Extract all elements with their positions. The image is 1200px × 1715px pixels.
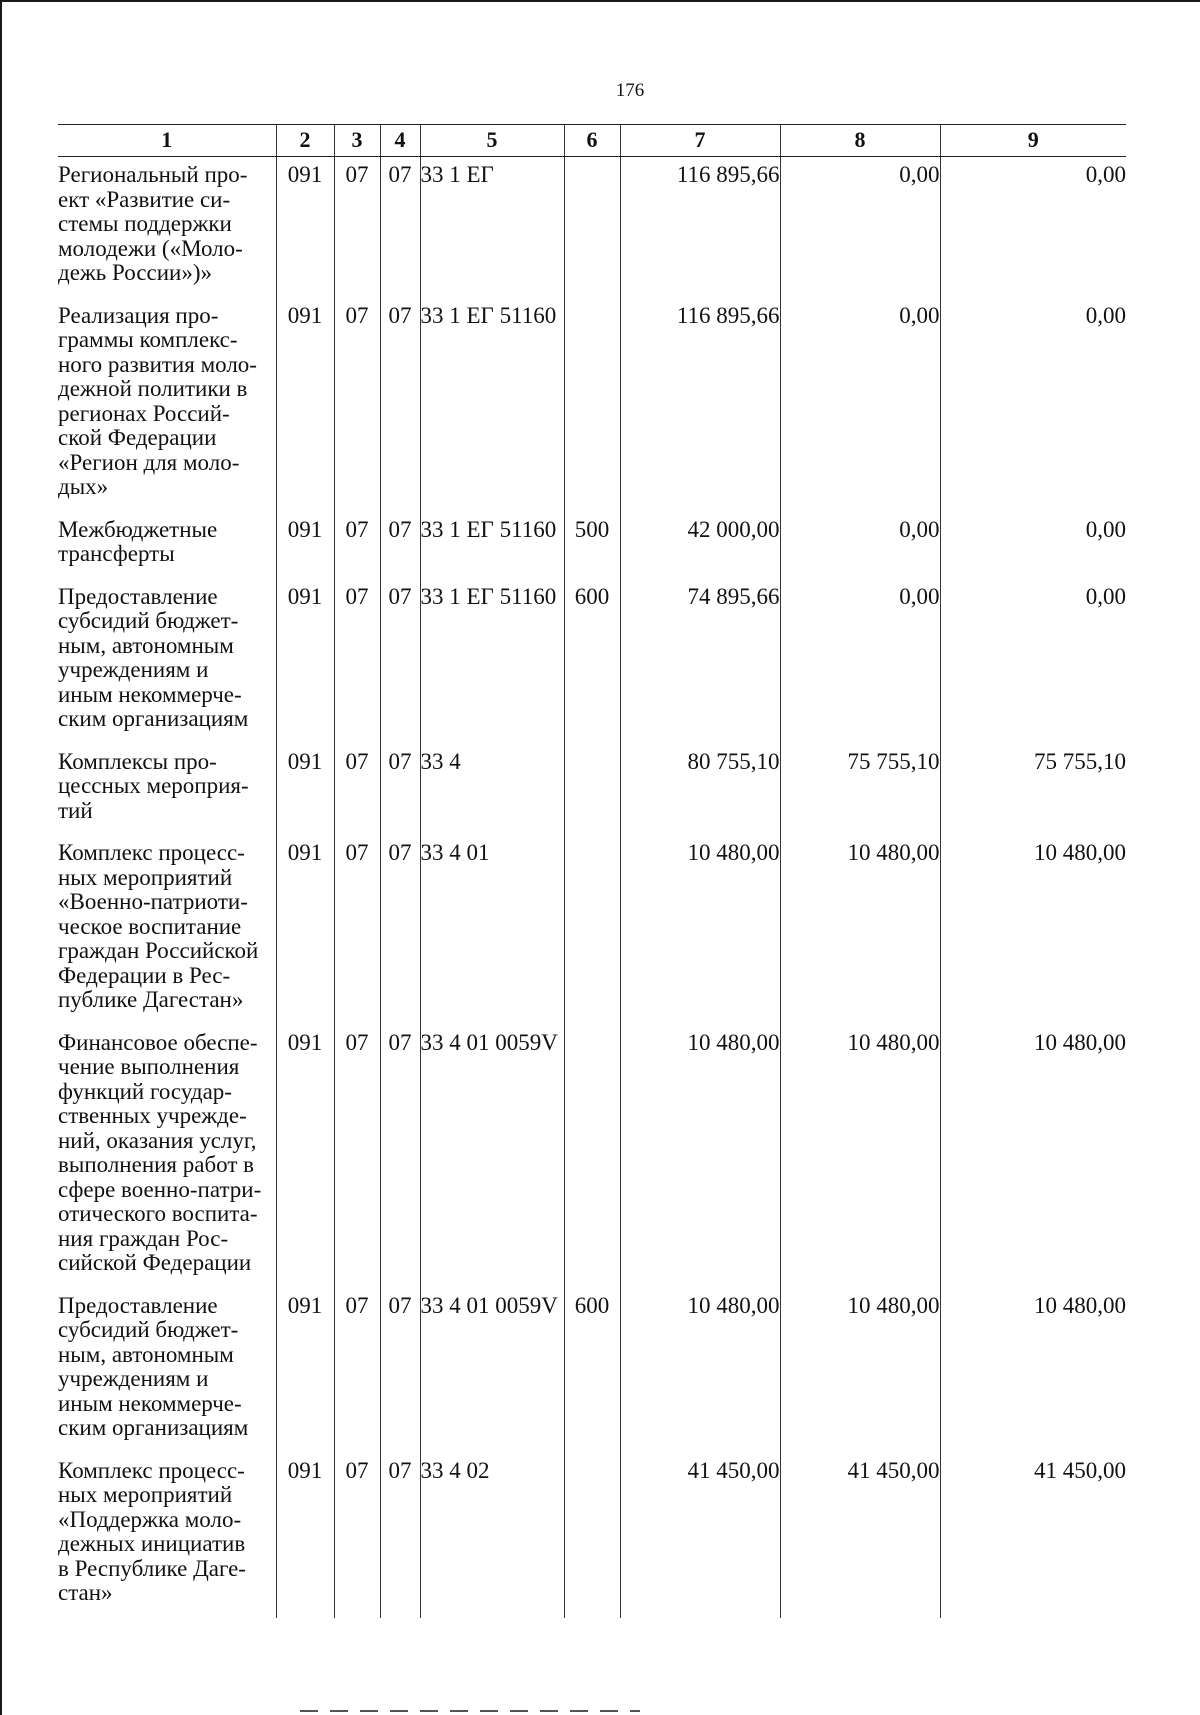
cell-ministry-code: 091 [276,835,334,1025]
item-name-text: Предоставление субсидий бюджет- ным, автономным учреждениям и иным некоммерче- ским организациям [58,583,249,731]
cell-amount-year-2: 75 755,10 [780,744,940,836]
table-body [58,157,1126,1618]
column-header: 5 [420,125,564,157]
cell-amount-year-2: 0,00 [780,157,940,298]
table-row [58,298,1126,512]
cell-subsection: 07 [380,835,420,1025]
cell-expense-type [564,157,620,298]
cell-amount-year-2: 0,00 [780,579,940,744]
cell-ministry-code: 091 [276,1453,334,1618]
cell-expense-type [564,1453,620,1618]
cell-amount-year-3: 0,00 [940,298,1126,512]
cell-section: 07 [334,1025,380,1288]
cell-ministry-code: 091 [276,579,334,744]
cell-amount-year-1: 10 480,00 [620,1025,780,1288]
cell-amount-year-2: 0,00 [780,512,940,579]
cell-item-name [58,1025,276,1288]
cell-item-name [58,157,276,298]
cell-section: 07 [334,1453,380,1618]
table-row [58,744,1126,836]
cell-amount-year-3: 10 480,00 [940,1025,1126,1288]
cell-subsection: 07 [380,512,420,579]
table-row [58,579,1126,744]
cell-amount-year-1: 74 895,66 [620,579,780,744]
cell-amount-year-2: 10 480,00 [780,1025,940,1288]
column-header: 2 [276,125,334,157]
cell-amount-year-3: 10 480,00 [940,835,1126,1025]
column-header: 6 [564,125,620,157]
cell-expense-type: 500 [564,512,620,579]
cell-subsection: 07 [380,744,420,836]
cell-section: 07 [334,1288,380,1453]
cell-item-name [58,835,276,1025]
cell-amount-year-2: 41 450,00 [780,1453,940,1618]
cell-amount-year-3: 0,00 [940,579,1126,744]
cell-section: 07 [334,157,380,298]
table-row [58,1453,1126,1618]
cell-ministry-code: 091 [276,1288,334,1453]
cell-amount-year-1: 10 480,00 [620,835,780,1025]
cell-amount-year-1: 116 895,66 [620,298,780,512]
table-row [58,512,1126,579]
table-row [58,835,1126,1025]
table-row [58,1025,1126,1288]
cell-target-article: 33 4 [420,744,564,836]
cell-target-article: 33 1 ЕГ [420,157,564,298]
cell-amount-year-1: 116 895,66 [620,157,780,298]
cell-amount-year-1: 10 480,00 [620,1288,780,1453]
cell-ministry-code: 091 [276,1025,334,1288]
item-name-text: Комплексы про- цессных мероприя- тий [58,748,249,823]
cell-subsection: 07 [380,1453,420,1618]
cell-subsection: 07 [380,1025,420,1288]
cell-amount-year-3: 0,00 [940,157,1126,298]
cell-expense-type [564,744,620,836]
budget-table [58,124,1126,1618]
cell-target-article: 33 4 02 [420,1453,564,1618]
cell-amount-year-1: 42 000,00 [620,512,780,579]
cell-subsection: 07 [380,298,420,512]
cell-section: 07 [334,744,380,836]
cell-subsection: 07 [380,157,420,298]
cell-expense-type [564,835,620,1025]
cell-amount-year-1: 41 450,00 [620,1453,780,1618]
cell-section: 07 [334,579,380,744]
column-header: 8 [780,125,940,157]
cell-amount-year-1: 80 755,10 [620,744,780,836]
column-header: 3 [334,125,380,157]
table-row [58,157,1126,298]
cell-subsection: 07 [380,1288,420,1453]
cell-section: 07 [334,512,380,579]
cell-target-article: 33 4 01 0059V [420,1025,564,1288]
item-name-text: Финансовое обеспе- чение выполнения функций государ- ственных учрежде- ний, оказания услуг, выполнения работ в сфере военно-патри- отического воспита- ния граждан Рос- сийской Федерации [58,1029,262,1275]
cell-subsection: 07 [380,579,420,744]
cell-ministry-code: 091 [276,744,334,836]
item-name-text: Реализация про- граммы комплекс- ного развития моло- дежной политики в регионах Россий- ской Федерации «Регион для моло- дых» [58,302,257,499]
cell-target-article: 33 1 ЕГ 51160 [420,512,564,579]
table-row [58,1288,1126,1453]
scan-border-left [0,0,2,1715]
cell-item-name [58,512,276,579]
cell-expense-type: 600 [564,579,620,744]
scan-artifact-stripe [300,1710,640,1712]
column-header: 1 [58,125,276,157]
cell-item-name [58,298,276,512]
item-name-text: Комплекс процесс- ных мероприятий «Военно-патриоти- ческое воспитание граждан Российской Федерации в Рес- публике Дагестан» [58,840,259,1012]
cell-ministry-code: 091 [276,512,334,579]
cell-section: 07 [334,298,380,512]
cell-expense-type: 600 [564,1288,620,1453]
cell-ministry-code: 091 [276,157,334,298]
cell-amount-year-3: 10 480,00 [940,1288,1126,1453]
cell-item-name [58,1288,276,1453]
cell-amount-year-2: 10 480,00 [780,1288,940,1453]
cell-item-name [58,744,276,836]
cell-amount-year-2: 0,00 [780,298,940,512]
scan-border-top [0,0,1200,2]
cell-item-name [58,1453,276,1618]
cell-section: 07 [334,835,380,1025]
cell-amount-year-2: 10 480,00 [780,835,940,1025]
item-name-text: Межбюджетные трансферты [58,516,218,566]
cell-ministry-code: 091 [276,298,334,512]
cell-expense-type [564,298,620,512]
cell-target-article: 33 4 01 0059V [420,1288,564,1453]
column-header: 7 [620,125,780,157]
cell-target-article: 33 4 01 [420,835,564,1025]
cell-target-article: 33 1 ЕГ 51160 [420,579,564,744]
cell-amount-year-3: 75 755,10 [940,744,1126,836]
column-header: 4 [380,125,420,157]
item-name-text: Предоставление субсидий бюджет- ным, автономным учреждениям и иным некоммерче- ским организациям [58,1292,249,1440]
item-name-text: Комплекс процесс- ных мероприятий «Поддержка моло- дежных инициатив в Республике Даге- стан» [58,1457,246,1605]
item-name-text: Региональный про- ект «Развитие си- стемы поддержки молодежи («Моло- дежь России»)» [58,162,248,285]
cell-expense-type [564,1025,620,1288]
cell-amount-year-3: 0,00 [940,512,1126,579]
column-header: 9 [940,125,1126,157]
table-header-row [58,125,1126,157]
cell-item-name [58,579,276,744]
cell-amount-year-3: 41 450,00 [940,1453,1126,1618]
page-number: 176 [615,80,645,101]
cell-target-article: 33 1 ЕГ 51160 [420,298,564,512]
